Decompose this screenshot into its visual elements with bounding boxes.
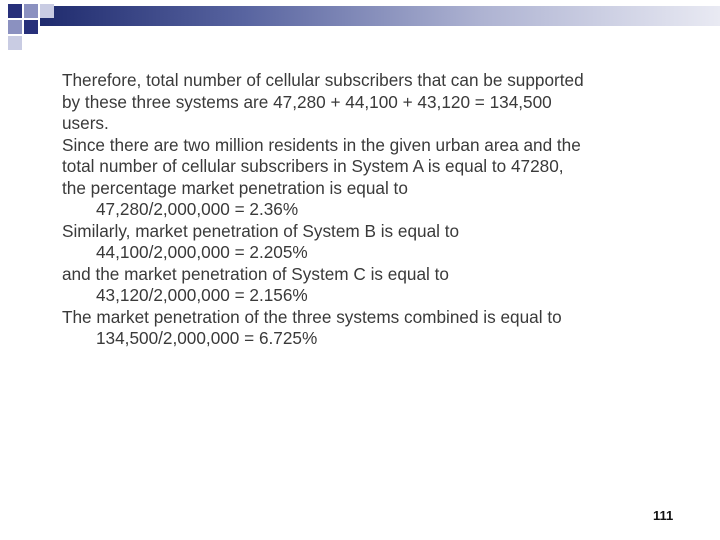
formula-line: 47,280/2,000,000 = 2.36% [96, 199, 299, 219]
body-line: Since there are two million residents in the given urban area and the [62, 134, 581, 155]
header-square-1 [8, 4, 22, 18]
header-gradient-bar [40, 6, 720, 26]
formula-line: 43,120/2,000,000 = 2.156% [96, 285, 308, 305]
body-line: by these three systems are 47,280 + 44,100 + 43,120 = 134,500 [62, 91, 552, 112]
body-line: the percentage market penetration is equal to [62, 177, 408, 198]
page-number: 111 [653, 508, 674, 523]
header-square-6 [8, 36, 22, 50]
body-line: total number of cellular subscribers in System A is equal to 47280, [62, 156, 564, 176]
header-square-5 [24, 20, 38, 34]
body-line: and the market penetration of System C is equal to [62, 263, 449, 284]
body-line: Similarly, market penetration of System B is equal to [62, 220, 460, 241]
body-line: users. [62, 113, 109, 133]
header-square-4 [8, 20, 22, 34]
formula-line: 134,500/2,000,000 = 6.725% [96, 328, 318, 348]
formula-line: 44,100/2,000,000 = 2.205% [96, 242, 308, 262]
body-line: Therefore, total number of cellular subscribers that can be supported [62, 70, 584, 90]
slide-body [62, 70, 702, 350]
header-square-3 [40, 4, 54, 18]
header-square-2 [24, 4, 38, 18]
body-line: The market penetration of the three systems combined is equal to [62, 306, 562, 327]
